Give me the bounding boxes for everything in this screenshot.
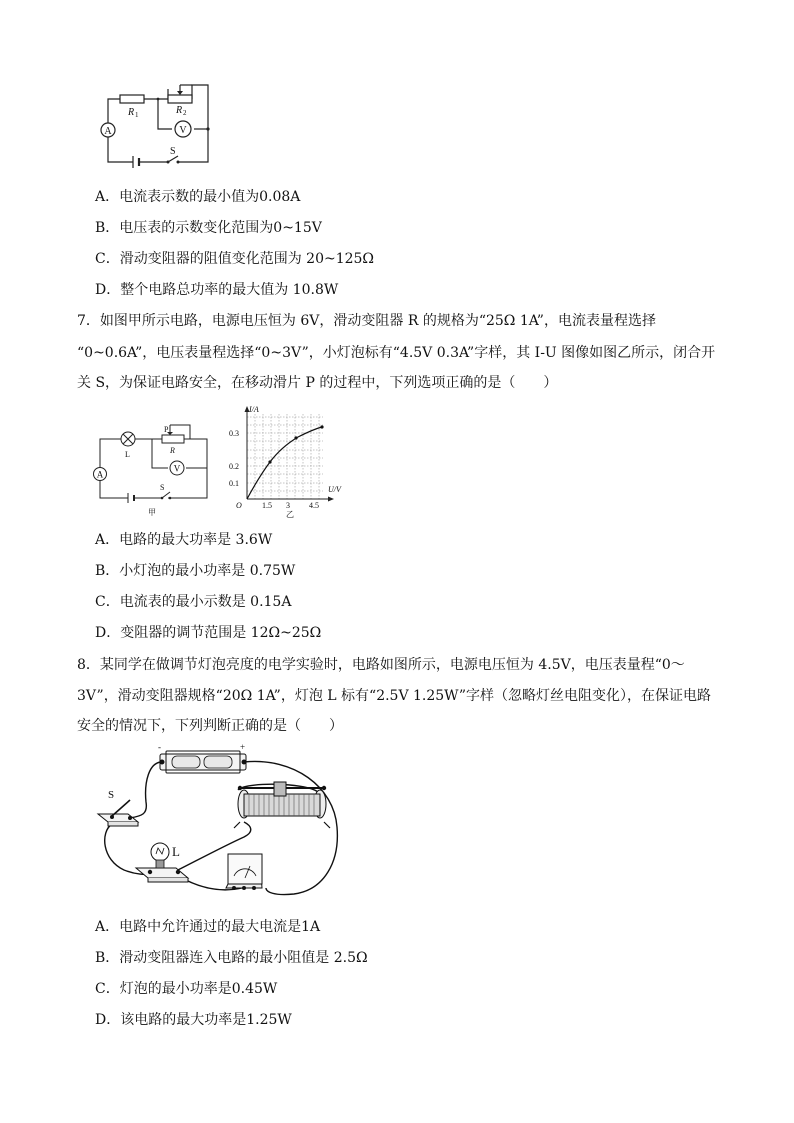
q7-option-c[interactable]: C．电流表的最小示数是 0.15A	[95, 594, 292, 610]
q8-option-d[interactable]: D．该电路的最大功率是1.25W	[95, 1012, 292, 1028]
q7-stem-line-1: 7．如图甲所示电路，电源电压恒为 6V，滑动变阻器 R 的规格为“25Ω 1A”，电流表量程选择	[77, 313, 656, 329]
svg-text:0.3: 0.3	[229, 429, 239, 438]
svg-text:3: 3	[286, 501, 290, 510]
q8-lamp	[136, 843, 188, 882]
q7-circuit-diagram-jia	[90, 420, 214, 516]
svg-text:L: L	[125, 450, 130, 459]
q8-stem-line-2: 3V”，滑动变阻器规格“20Ω 1A”，灯泡 L 标有“2.5V 1.25W”字样（忽略灯丝电阻变化），在保证电路	[77, 688, 711, 704]
svg-text:O: O	[236, 501, 242, 510]
q8-apparatus-drawing	[94, 742, 342, 904]
svg-text:P: P	[164, 425, 169, 434]
svg-text:0.1: 0.1	[229, 479, 239, 488]
svg-text:V: V	[179, 125, 187, 136]
svg-text:甲: 甲	[148, 508, 156, 516]
svg-text:A: A	[104, 126, 112, 137]
q7-iu-graph-yi	[226, 404, 350, 518]
q7-rheostat	[162, 435, 184, 443]
svg-text:-: -	[158, 742, 161, 752]
q7-option-d[interactable]: D．变阻器的调节范围是 12Ω~25Ω	[95, 625, 322, 641]
svg-text:2: 2	[183, 109, 187, 117]
svg-text:S: S	[108, 789, 115, 801]
q8-battery-box	[158, 742, 247, 773]
svg-text:S: S	[160, 483, 165, 492]
q7-option-b[interactable]: B．小灯泡的最小功率是 0.75W	[95, 563, 296, 579]
q7-stem-line-3: 关 S，为保证电路安全，在移动滑片 P 的过程中，下列选项正确的是（ ）	[77, 375, 558, 391]
q7-stem-line-2: “0~0.6A”，电压表量程选择“0~3V”，小灯泡标有“4.5V 0.3A”字样，其 I-U 图像如图乙所示，闭合开	[77, 345, 716, 361]
svg-text:R: R	[176, 105, 183, 116]
q8-option-a[interactable]: A．电路中允许通过的最大电流是1A	[95, 919, 321, 935]
svg-text:U/V: U/V	[328, 485, 341, 494]
svg-text:A: A	[96, 469, 104, 480]
q7-option-a[interactable]: A．电路的最大功率是 3.6W	[95, 532, 273, 548]
q6-r1-resistor	[120, 95, 144, 103]
q8-switch	[98, 789, 138, 826]
q8-bulb-icon	[151, 843, 169, 861]
svg-text:乙: 乙	[286, 510, 294, 518]
svg-text:0.2: 0.2	[229, 462, 239, 471]
svg-text:1: 1	[135, 111, 139, 119]
q6-option-d[interactable]: D．整个电路总功率的最大值为 10.8W	[95, 282, 339, 298]
svg-text:1.5: 1.5	[262, 501, 272, 510]
q6-circuit-diagram	[92, 80, 222, 172]
q6-option-c[interactable]: C．滑动变阻器的阻值变化范围为 20~125Ω	[95, 251, 375, 267]
svg-text:V: V	[173, 463, 181, 474]
svg-text:4.5: 4.5	[309, 501, 319, 510]
svg-text:R: R	[128, 107, 135, 118]
svg-text:I/A: I/A	[249, 405, 259, 414]
svg-text:L: L	[172, 844, 180, 859]
q8-stem-line-1: 8．某同学在做调节灯泡亮度的电学实验时，电路如图所示，电源电压恒为 4.5V，电压表量程“0～	[77, 657, 685, 673]
q6-option-a[interactable]: A．电流表示数的最小值为0.08A	[95, 189, 301, 205]
q8-option-b[interactable]: B．滑动变阻器连入电路的最小阻值是 2.5Ω	[95, 950, 368, 966]
svg-text:R: R	[170, 446, 175, 455]
q8-voltmeter-icon	[226, 854, 262, 890]
svg-text:S: S	[170, 146, 176, 157]
q8-option-c[interactable]: C．灯泡的最小功率是0.45W	[95, 981, 278, 997]
q8-slide-rheostat	[234, 782, 330, 828]
q8-stem-line-3: 安全的情况下，下列判断正确的是（ ）	[77, 718, 343, 734]
svg-text:+: +	[240, 742, 246, 752]
q6-r2-resistor	[168, 95, 192, 103]
q6-option-b[interactable]: B．电压表的示数变化范围为0~15V	[95, 220, 322, 236]
